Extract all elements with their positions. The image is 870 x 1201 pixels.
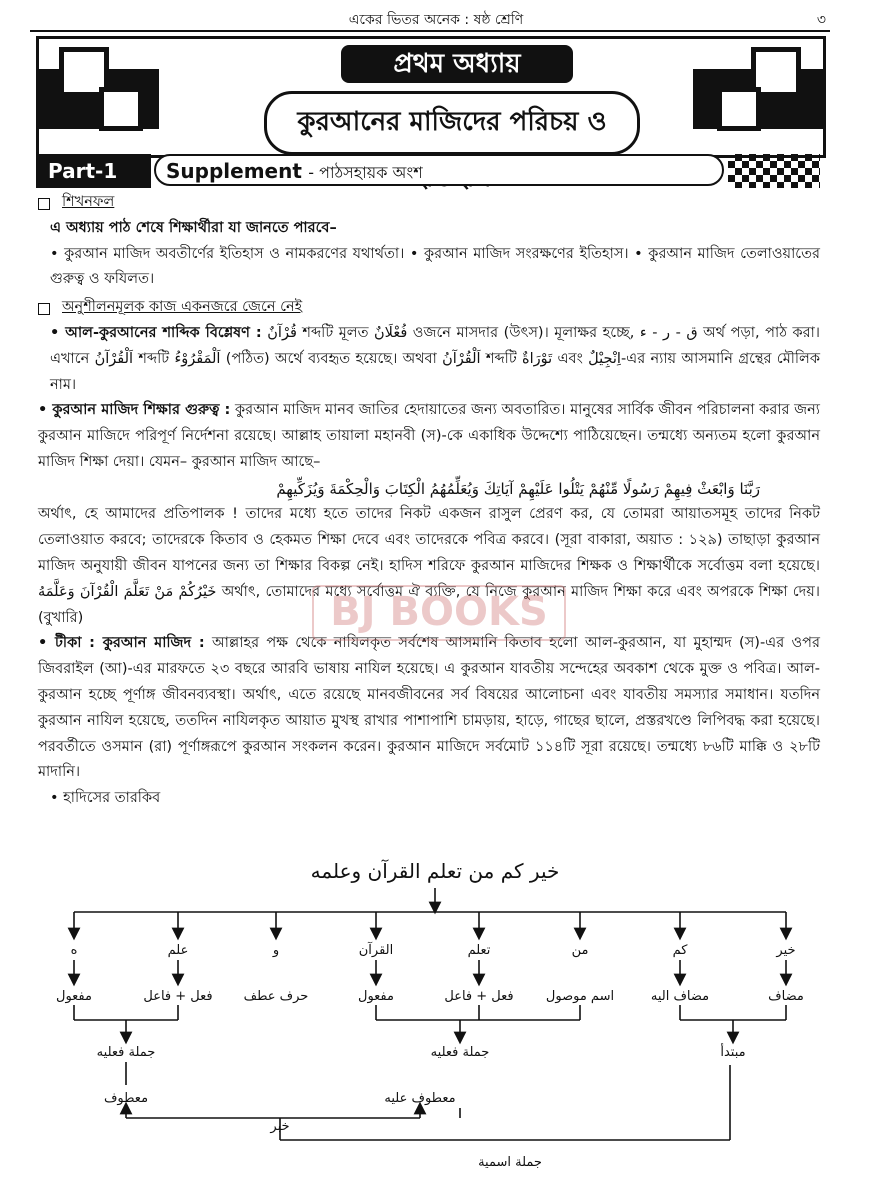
outcomes-text: • কুরআন মাজিদ অবতীর্ণের ইতিহাস ও নামকরণের যথার্থতা। • কুরআন মাজিদ সংরক্ষণের ইতিহাস। • কুরআন মাজিদ তেলাওয়াতের গুরুত্ব ও ফযিলত।: [50, 245, 820, 288]
paragraph-note: [38, 631, 820, 786]
checkbox-icon: [38, 303, 50, 315]
word-3: من: [571, 943, 589, 958]
tarkib-diagram: [40, 850, 840, 1190]
word-1: خير: [776, 943, 796, 958]
tarkib-svg: [40, 850, 840, 1190]
matuf-label: معطوف: [103, 1091, 149, 1106]
mubtada-label: مبتدأ: [720, 1045, 746, 1060]
chapter-label: প্রথম অধ্যায়: [341, 45, 573, 83]
role-4: فعل + فاعل: [444, 989, 514, 1004]
watermark: BJ BOOKS: [312, 585, 566, 641]
section-exercise: [38, 295, 820, 321]
para-title: • টীকা : কুরআন মাজিদ :: [38, 635, 205, 652]
paragraph-literal-analysis: [38, 321, 820, 398]
role-8: مفعول: [56, 989, 92, 1004]
word-5: القرآن: [358, 943, 394, 958]
role-6: حرف عطف: [243, 989, 309, 1004]
supplement-label: Supplement: [166, 159, 302, 183]
intro-line: এ অধ্যায় পাঠ শেষে শিক্ষার্থীরা যা জানতে পারবে–: [50, 219, 337, 236]
word-4: تعلم: [467, 943, 491, 958]
para-text: قُرْآنٌ শব্দটি মূলত فُعْلَانٌ ওজনে মাসদার (উৎস)। মূলাক্ষর হচ্ছে, ق - ر - ء অর্থ পড়া, পাঠ করা। এখানে اَلْقُرْآنُ শব্দটি اَلْمَقْرُوْءُ (পঠিত) অর্থে ব্যবহৃত হয়েছে। অথবা اَلْقُرْآنُ শব্দটি تَوْرَاةٌ এবং اِنْجِيْلٌ-এর ন্যায় আসমানি গ্রন্থের মৌলিক নাম।: [50, 324, 820, 393]
para-text: আল্লাহর পক্ষ থেকে নাযিলকৃত সর্বশেষ আসমানি কিতাব হলো আল-কুরআন, যা মুহাম্মদ (স)-এর ওপর জিবরাইল (আ)-এর মারফতে ২৩ বছরে আরবি ভাষায় নাযিল হয়েছে। এ কুরআন যাবতীয় সন্দেহের অবকাশ থেকে মুক্ত ও পবিত্র। আল-কুরআন হচ্ছে পূর্ণাঙ্গ জীবনব্যবস্থা। অর্থাৎ, এতে রয়েছে মানবজীবনের সর্ব বিষয়ের আলোচনা এবং যাবতীয় সমস্যার সমাধান। যতদিন কুরআন নাযিল হয়েছে, ততদিন নাযিলকৃত আয়াত মুখস্থ রাখার পাশাপাশি চামড়ায়, হাড়ে, গাছের ছালে, প্রস্তরখণ্ডে লিপিবদ্ধ করা হয়েছে। পরবর্তীতে ওসমান (রা) পূর্ণাঙ্গরূপে কুরআন সংকলন করেন। কুরআন মাজিদে সর্বমোট ১১৪টি সূরা রয়েছে। তন্মধ্যে ৮৬টি মাক্কি ও ২৮টি মাদানি।: [38, 635, 820, 781]
word-7: علم: [167, 943, 189, 958]
running-header: [36, 6, 836, 28]
arabic-sentence: خير كم من تعلم القرآن وعلمه: [310, 859, 560, 883]
role-1: مضاف: [768, 989, 804, 1004]
supplement-sub: - পাঠসহায়ক অংশ: [308, 163, 423, 182]
role-5: مفعول: [358, 989, 394, 1004]
page-body: [38, 190, 820, 812]
khabar-label: خبر: [270, 1119, 290, 1134]
word-2: كم: [672, 943, 688, 958]
hadith-tarkib-heading: • হাদিসের তারকিব: [50, 790, 161, 807]
paragraph-importance: [38, 398, 820, 475]
page-number: ৩: [816, 12, 826, 28]
book-title: একের ভিতর অনেক : ষষ্ঠ শ্রেণি: [348, 12, 524, 28]
jumla-filiya-2: جملة فعليه: [96, 1045, 156, 1060]
banner-square: [717, 87, 761, 131]
section-heading: অনুশীলনমূলক কাজ একনজরে জেনে নেই: [62, 299, 303, 316]
para-title: • কুরআন মাজিদ শিক্ষার গুরুত্ব :: [38, 402, 231, 419]
role-7: فعل + فاعل: [143, 989, 213, 1004]
section-heading: শিখনফল: [62, 194, 115, 210]
matuf-alaih-label: معطوف عليه: [384, 1091, 456, 1106]
checker-decoration: [728, 154, 820, 188]
chapter-title: কুরআনের মাজিদের পরিচয় ও: [264, 91, 640, 155]
quran-ayah: رَبَّنَا وَابْعَثْ فِيهِمْ رَسُولًا مِّنْهُمْ يَتْلُوا عَلَيْهِمْ آيَاتِكَ وَيُعَلِّمُهُمُ الْكِتَابَ وَالْحِكْمَةَ وَيُزَكِّيهِمْ: [276, 479, 760, 498]
chapter-banner: [36, 36, 826, 158]
word-6: و: [272, 943, 280, 958]
paragraph-translation: অর্থাৎ, হে আমাদের প্রতিপালক ! তাদের মধ্যে হতে তাদের নিকট একজন রাসুল প্রেরণ কর, যে তোমরা আয়াতসমূহ তাদের নিকট তেলাওয়াত করবে; তাদেরকে কিতাব ও হেকমত শিক্ষা দেবে এবং তাদেরকে পবিত্র করবে। (সূরা বাকারা, অয়াত : ১২৯) তাছাড়া কুরআন মাজিদ অনুযায়ী জীবন যাপনের জন্য তা শিক্ষার বিকল্প নেই। হাদিস শরিফে কুরআন মাজিদের শিক্ষক ও শিক্ষার্থীকে সর্বোত্তম বলা হয়েছে। خَيْرُكُمْ مَنْ تَعَلَّمَ الْقُرْآنَ وَعَلَّمَهُ অর্থাৎ, তোমাদের মধ্যে সর্বোত্তম ঐ ব্যক্তি, যে নিজে কুরআন মাজিদ শিক্ষা করে এবং অপরকে শিক্ষা দেয়। (বুখারি): [38, 506, 820, 626]
banner-square: [99, 87, 143, 131]
word-8: ه: [70, 943, 78, 958]
part-badge: Part-1: [36, 154, 151, 188]
jumla-filiya-1: جملة فعليه: [430, 1045, 490, 1060]
part-bar: [36, 154, 820, 188]
role-3: اسم موصول: [545, 989, 615, 1004]
supplement-pill: [154, 154, 724, 186]
checkbox-icon: [38, 198, 50, 210]
section-learning-outcomes: [38, 190, 820, 216]
jumla-ismiya-label: جملة اسمية: [478, 1155, 542, 1170]
para-title: • আল-কুরআনের শাব্দিক বিশ্লেষণ :: [50, 324, 262, 341]
header-rule: [30, 30, 830, 32]
para-text: কুরআন মাজিদ মানব জাতির হেদায়াতের জন্য অবতারিত। মানুষের সার্বিক জীবন পরিচালনা করার জন্য কুরআন মাজিদে পরিপূর্ণ নির্দেশনা রয়েছে। আল্লাহ তায়ালা মহানবী (স)-কে একাধিক উদ্দেশ্যে পাঠিয়েছেন। তন্মধ্যে অন্যতম হলো কুরআন মাজিদ শিক্ষা দেয়া। যেমন– কুরআন মাজিদ আছে–: [38, 402, 820, 470]
role-2: مضاف اليه: [650, 989, 710, 1004]
